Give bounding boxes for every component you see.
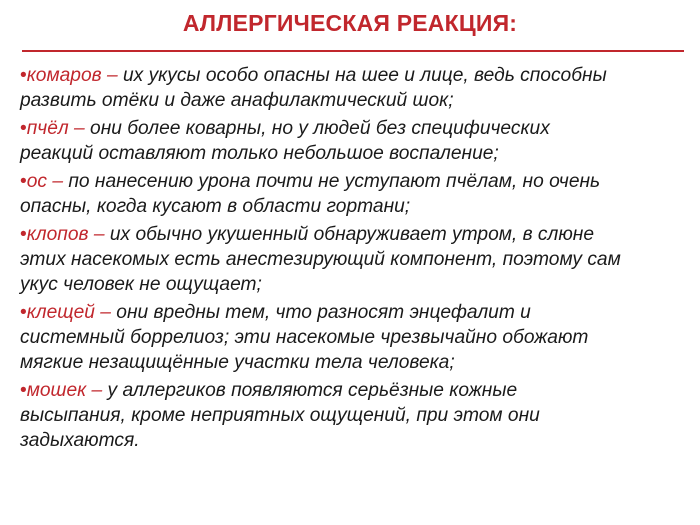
item-line — [20, 300, 700, 325]
title-divider — [22, 50, 684, 52]
item-text: их обычно укушенный обнаруживает утром, в слюне — [104, 224, 594, 245]
item-line: развить отёки и даже анафилактический шок; — [20, 90, 454, 111]
insect-list — [20, 63, 700, 456]
item-term: мошек – — [26, 380, 103, 401]
bullet-icon: • — [20, 302, 27, 323]
list-item — [20, 300, 700, 375]
item-line: реакций оставляют только небольшое воспаление; — [20, 143, 499, 164]
item-line: высыпания, кроме неприятных ощущений, при этом они — [20, 405, 540, 426]
bullet-icon: • — [20, 224, 27, 245]
item-line: укус человек не ощущает; — [20, 274, 262, 295]
item-text: они более коварны, но у людей без специфических — [84, 118, 550, 139]
item-term: клопов – — [26, 224, 105, 245]
item-term: комаров – — [26, 65, 118, 86]
item-line — [20, 378, 700, 403]
item-line: этих насекомых есть анестезирующий компонент, поэтому сам — [20, 249, 621, 270]
list-item — [20, 222, 700, 297]
bullet-icon: • — [20, 118, 27, 139]
item-text: они вредны тем, что разносят энцефалит и — [110, 302, 531, 323]
item-term: пчёл – — [26, 118, 85, 139]
item-line: мягкие незащищённые участки тела человека; — [20, 352, 455, 373]
item-line: задыхаются. — [20, 430, 140, 451]
list-item — [20, 169, 700, 219]
item-term: клещей – — [26, 302, 111, 323]
list-item — [20, 116, 700, 166]
bullet-icon: • — [20, 380, 27, 401]
slide-title: АЛЛЕРГИЧЕСКАЯ РЕАКЦИЯ: — [182, 10, 518, 36]
item-text: по нанесению урона почти не уступают пчёлам, но очень — [63, 171, 601, 192]
list-item — [20, 63, 700, 113]
bullet-icon: • — [20, 65, 27, 86]
list-item — [20, 378, 700, 453]
item-line — [20, 116, 700, 141]
item-line — [20, 169, 700, 194]
item-line: системный боррелиоз; эти насекомые чрезвычайно обожают — [20, 327, 589, 348]
bullet-icon: • — [20, 171, 27, 192]
item-line — [20, 222, 700, 247]
item-text: их укусы особо опасны на шее и лице, ведь способны — [117, 65, 607, 86]
item-line: опасны, когда кусают в области гортани; — [20, 196, 411, 217]
item-line — [20, 63, 700, 88]
item-term: ос – — [26, 171, 63, 192]
item-text: у аллергиков появляются серьёзные кожные — [102, 380, 518, 401]
